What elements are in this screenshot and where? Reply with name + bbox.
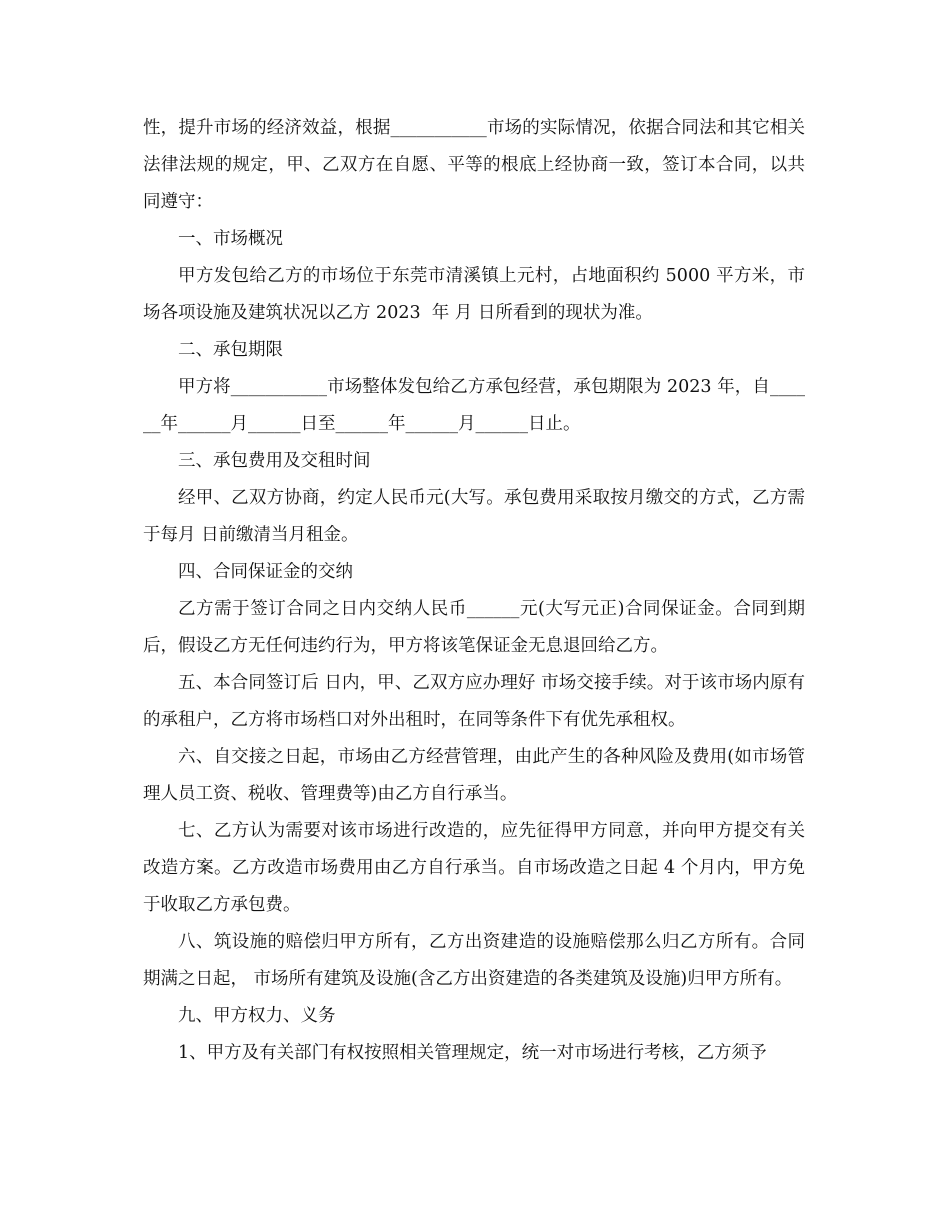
- paragraph-handover: 五、本合同签订后 日内，甲、乙双方应办理好 市场交接手续。对于该市场内原有的承租户，乙方将市场档口对外出租时，在同等条件下有优先承租权。: [143, 673, 805, 730]
- paragraph-intro: 性，提升市场的经济效益，根据___________市场的实际情况，依据合同法和其它相关法律法规的规定，甲、乙双方在自愿、平等的根底上经协商一致，签订本合同，以共同遵守：: [143, 118, 805, 212]
- paragraph-renovation: 七、乙方认为需要对该市场进行改造的，应先征得甲方同意，并向甲方提交有关改造方案。乙方改造市场费用由乙方自行承当。自市场改造之日起 4 个月内，甲方免于收取乙方承包费。: [143, 821, 805, 915]
- document-body: [143, 110, 805, 1072]
- paragraph-fees: 经甲、乙双方协商，约定人民币元(大写。承包费用采取按月缴交的方式，乙方需于每月 日前缴清当月租金。: [143, 488, 805, 545]
- paragraph-facilities: 八、筑设施的赔偿归甲方所有，乙方出资建造的设施赔偿那么归乙方所有。合同期满之日起， 市场所有建筑及设施(含乙方出资建造的各类建筑及设施)归甲方所有。: [143, 932, 805, 989]
- section-heading-market-overview: 一、市场概况: [178, 229, 283, 249]
- section-heading-contract-term: 二、承包期限: [178, 340, 283, 360]
- paragraph-contract-term: 甲方将___________市场整体发包给乙方承包经营，承包期限为 2023 年，自______年______月______日至______年______月______日止。: [143, 377, 805, 434]
- paragraph-operation: 六、自交接之日起，市场由乙方经营管理，由此产生的各种风险及费用(如市场管理人员工资、税收、管理费等)由乙方自行承当。: [143, 747, 805, 804]
- paragraph-deposit: 乙方需于签订合同之日内交纳人民币______元(大写元正)合同保证金。合同到期后，假设乙方无任何违约行为，甲方将该笔保证金无息退回给乙方。: [143, 599, 805, 656]
- section-heading-deposit: 四、合同保证金的交纳: [178, 562, 353, 582]
- section-heading-fees: 三、承包费用及交租时间: [178, 451, 371, 471]
- section-heading-party-a-rights: 九、甲方权力、义务: [178, 1006, 336, 1026]
- paragraph-party-a-rights: 1、甲方及有关部门有权按照相关管理规定，统一对市场进行考核，乙方须予: [178, 1043, 767, 1063]
- paragraph-market-overview: 甲方发包给乙方的市场位于东莞市清溪镇上元村，占地面积约 5000 平方米，市场各项设施及建筑状况以乙方 2023 年 月 日所看到的现状为准。: [143, 266, 805, 323]
